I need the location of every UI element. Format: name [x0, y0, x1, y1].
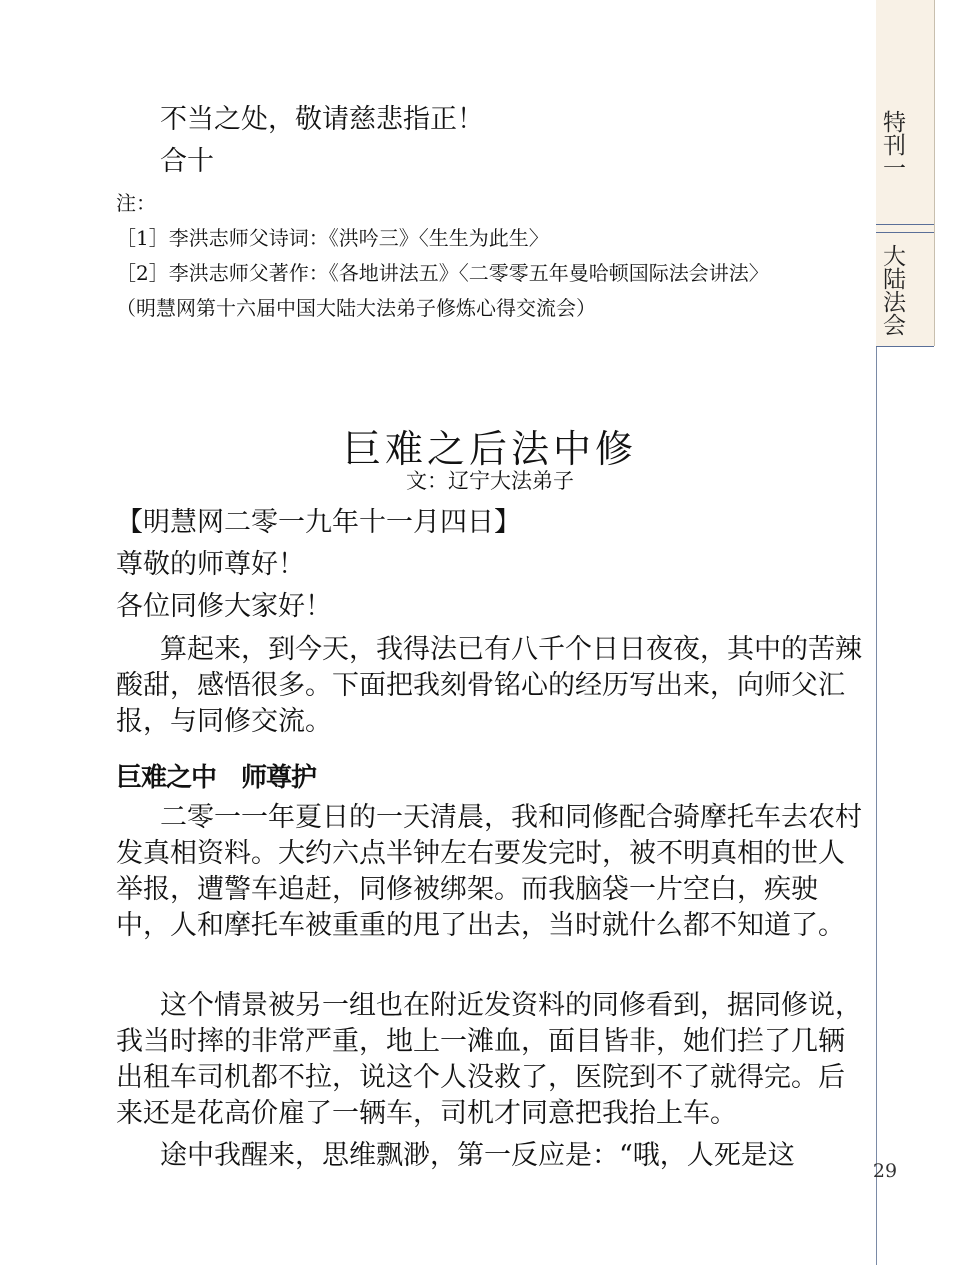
- notes-heading: 注：: [116, 191, 156, 215]
- closing-line: 合十: [160, 146, 214, 177]
- tab-divider: [876, 232, 934, 233]
- page-number: 29: [872, 1160, 898, 1182]
- paragraph: 二零一一年夏日的一天清晨，我和同修配合骑摩托车去农村发真相资料。大约六点半钟左右要发完时，被不明真相的世人举报，遭警车追赶，同修被绑架。而我脑袋一片空白，疾驶中，人和摩托车被重重的甩了出去，当时就什么都不知道了。: [116, 802, 862, 941]
- tab-divider: [876, 346, 934, 347]
- article-date: 【明慧网二零一九年十一月四日】: [116, 507, 521, 538]
- tab-divider: [876, 224, 934, 225]
- closing-line: 不当之处，敬请慈悲指正！: [160, 104, 484, 135]
- section-heading: 巨难之中 师尊护: [116, 763, 317, 793]
- article-byline: 文：辽宁大法弟子: [406, 469, 574, 493]
- source-note: （明慧网第十六届中国大陆大法弟子修炼心得交流会）: [116, 296, 596, 320]
- note: ［2］李洪志师父著作：《各地讲法五》〈二零零五年曼哈顿国际法会讲法〉: [116, 261, 769, 285]
- paragraph: 算起来，到今天，我得法已有八千个日日夜夜，其中的苦辣酸甜，感悟很多。下面把我刻骨铭心的经历写出来，向师父汇报，与同修交流。: [116, 634, 862, 737]
- greeting: 各位同修大家好！: [116, 591, 332, 622]
- paragraph: 途中我醒来，思维飘渺，第一反应是：“哦，人死是这: [160, 1140, 795, 1171]
- side-tab-label: 特刊一: [879, 110, 905, 179]
- article-title: 巨难之后法中修: [342, 427, 637, 471]
- note: ［1］李洪志师父诗词：《洪吟三》〈生生为此生〉: [116, 226, 549, 250]
- greeting: 尊敬的师尊好！: [116, 549, 305, 580]
- side-tab-label: 大陆法会: [879, 244, 905, 336]
- paragraph: 这个情景被另一组也在附近发资料的同修看到，据同修说，我当时摔的非常严重，地上一滩血，面目皆非，她们拦了几辆出租车司机都不拉，说这个人没救了，医院到不了就得完。后来还是花高价雇了一辆车，司机才同意把我抬上车。: [116, 990, 862, 1129]
